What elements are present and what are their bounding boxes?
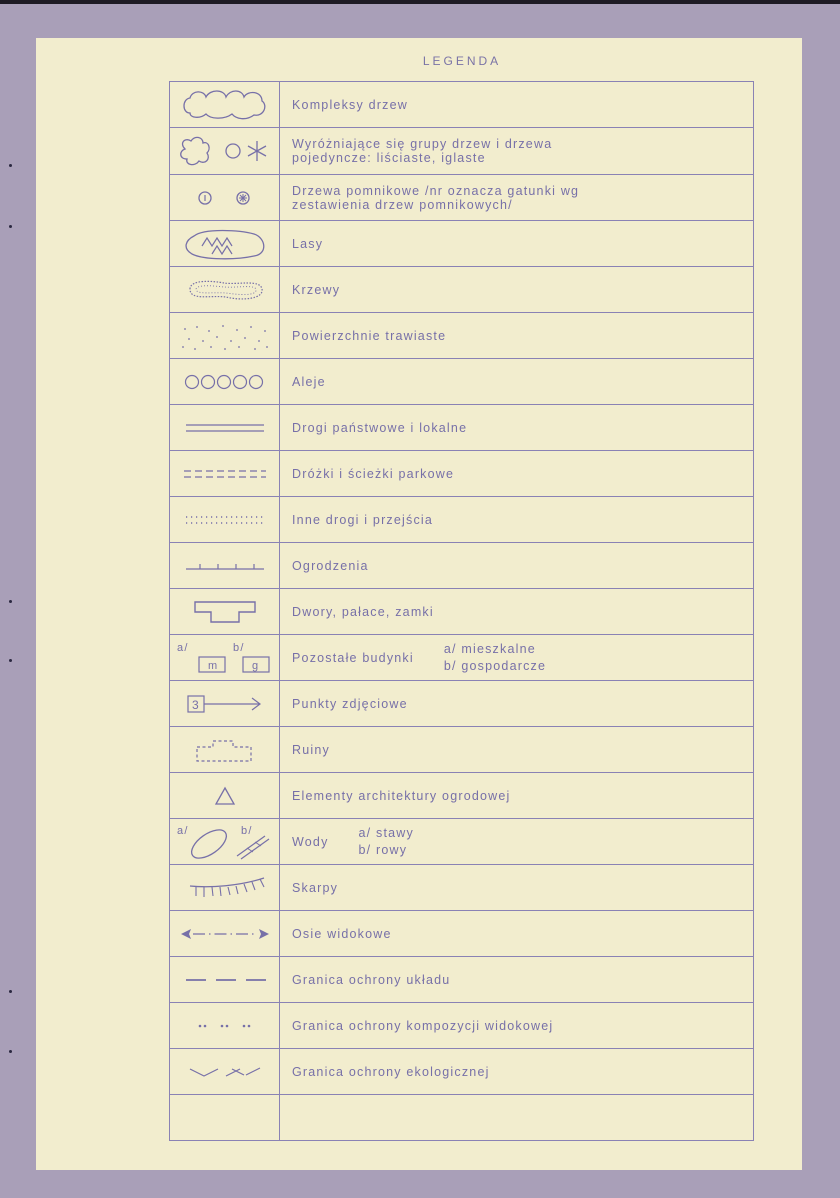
photo-point-icon — [180, 692, 270, 716]
garden-architecture-icon — [205, 784, 245, 808]
legend-label: Ruiny — [280, 727, 754, 773]
tree-groups-icon — [175, 133, 275, 169]
water-icon — [175, 822, 275, 862]
legend-row — [170, 313, 754, 359]
legend-row — [170, 128, 754, 175]
legend-label: Inne drogi i przejścia — [280, 497, 754, 543]
tree-complex-icon — [180, 87, 270, 123]
dot-line-icon — [180, 1021, 270, 1031]
legend-label: Ogrodzenia — [280, 543, 754, 589]
fence-icon — [180, 559, 270, 573]
legend-row — [170, 221, 754, 267]
legend-title: LEGENDA — [422, 54, 502, 68]
top-edge — [0, 0, 840, 4]
ruins-icon — [185, 735, 265, 765]
monument-trees-icon — [185, 183, 265, 213]
dash-line-icon — [180, 975, 270, 985]
legend-row — [170, 543, 754, 589]
legend-row — [170, 635, 754, 681]
legend-row — [170, 267, 754, 313]
water-a-label: a/ — [176, 824, 189, 837]
symbol-m-label: m — [207, 659, 218, 672]
legend-label: Elementy architektury ogrodowej — [280, 773, 754, 819]
legend-label: Lasy — [280, 221, 754, 267]
view-axis-icon — [177, 926, 273, 942]
legend-row — [170, 1003, 754, 1049]
legend-row — [170, 359, 754, 405]
legend-row — [170, 773, 754, 819]
shrubs-icon — [180, 275, 270, 305]
legend-row — [170, 957, 754, 1003]
legend-label — [280, 1095, 754, 1141]
legend-row — [170, 727, 754, 773]
legend-table — [169, 81, 754, 1141]
legend-row — [170, 589, 754, 635]
legend-label: Wyróżniające się grupy drzew i drzewa pojedyncze: liściaste, iglaste — [280, 128, 754, 175]
chevron-line-icon — [180, 1064, 270, 1080]
legend-row — [170, 175, 754, 221]
legend-row — [170, 1049, 754, 1095]
legend-label: Drzewa pomnikowe /nr oznacza gatunki wg zestawienia drzew pomnikowych/ — [280, 175, 754, 221]
water-b-label: b/ — [240, 824, 253, 837]
buildings-icon — [175, 639, 275, 677]
legend-row — [170, 865, 754, 911]
symbol-b-label: b/ — [232, 641, 245, 654]
legend-label: Dwory, pałace, zamki — [280, 589, 754, 635]
other-path-icon — [180, 513, 270, 527]
legend-row — [170, 911, 754, 957]
legend-label: Drogi państwowe i lokalne — [280, 405, 754, 451]
legend-label: Dróżki i ścieżki parkowe — [280, 451, 754, 497]
legend-label: Wody a/ stawy b/ rowy — [280, 819, 754, 865]
legend-label: Aleje — [280, 359, 754, 405]
legend-row — [170, 681, 754, 727]
legend-label: Granica ochrony kompozycji widokowej — [280, 1003, 754, 1049]
alley-icon — [180, 372, 270, 392]
legend-label: Pozostałe budynki a/ mieszkalne b/ gospodarcze — [280, 635, 754, 681]
symbol-g-label: g — [251, 659, 259, 672]
legend-label: Osie widokowe — [280, 911, 754, 957]
legend-label: Powierzchnie trawiaste — [280, 313, 754, 359]
photo-point-number: 3 — [191, 697, 200, 712]
forest-icon — [180, 226, 270, 262]
legend-row — [170, 497, 754, 543]
legend-label: Krzewy — [280, 267, 754, 313]
legend-label: Granica ochrony układu — [280, 957, 754, 1003]
symbol-a-label: a/ — [176, 641, 189, 654]
legend-label: Kompleksy drzew — [280, 82, 754, 128]
legend-label: Skarpy — [280, 865, 754, 911]
legend-row — [170, 405, 754, 451]
legend-row — [170, 1095, 754, 1141]
grass-icon — [177, 319, 273, 353]
manor-icon — [185, 598, 265, 626]
legend-label: Punkty zdjęciowe — [280, 681, 754, 727]
legend-row — [170, 451, 754, 497]
legend-label: Granica ochrony ekologicznej — [280, 1049, 754, 1095]
escarpment-icon — [180, 874, 270, 902]
road-icon — [180, 421, 270, 435]
legend-row — [170, 82, 754, 128]
legend-row — [170, 819, 754, 865]
park-path-icon — [180, 467, 270, 481]
